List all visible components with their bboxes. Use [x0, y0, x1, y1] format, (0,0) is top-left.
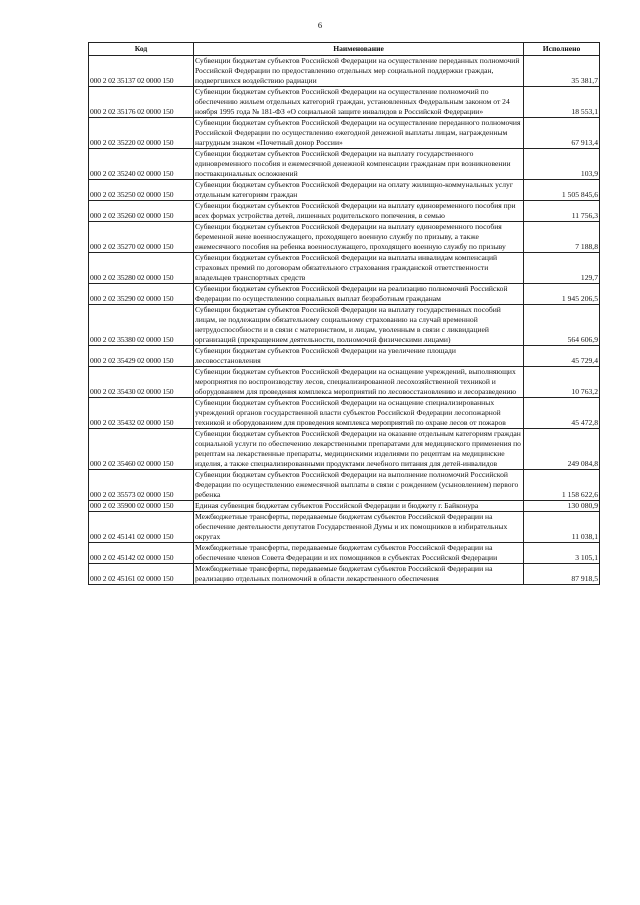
row-amount: 1 505 845,6	[524, 180, 600, 201]
row-code: 000 2 02 35240 02 0000 150	[89, 149, 194, 180]
row-code: 000 2 02 35430 02 0000 150	[89, 367, 194, 398]
row-code: 000 2 02 35270 02 0000 150	[89, 222, 194, 253]
row-amount: 67 913,4	[524, 118, 600, 149]
row-code: 000 2 02 45142 02 0000 150	[89, 543, 194, 564]
table-row	[89, 564, 600, 585]
table-row	[89, 222, 600, 253]
row-name: Субвенции бюджетам субъектов Российской Федерации на осуществление переданного полномочия Российской Федерации по осуществлению ежегодной денежной выплаты лицам, награжденным нагрудным знаком «Почетный донор России»	[194, 118, 524, 149]
row-amount: 45 729,4	[524, 346, 600, 367]
row-code: 000 2 02 35176 02 0000 150	[89, 87, 194, 118]
row-name: Субвенции бюджетам субъектов Российской Федерации на увеличение площади лесовосстановления	[194, 346, 524, 367]
row-name: Субвенции бюджетам субъектов Российской Федерации на выплату единовременного пособия беременной жене военнослужащего, проходящего военную службу по призыву, а также ежемесячного пособия на ребенка военнослужащего, проходящего военную службу по призыву	[194, 222, 524, 253]
row-amount: 130 080,9	[524, 501, 600, 512]
row-name: Субвенции бюджетам субъектов Российской Федерации на выплаты инвалидам компенсаций страховых премий по договорам обязательного страхования гражданской ответственности владельцев транспортных средств	[194, 253, 524, 284]
table-row	[89, 470, 600, 501]
table-row	[89, 305, 600, 346]
table-row	[89, 346, 600, 367]
page-number: 6	[317, 20, 323, 30]
row-code: 000 2 02 45161 02 0000 150	[89, 564, 194, 585]
row-name: Субвенции бюджетам субъектов Российской Федерации на оказание отдельным категориям граждан социальной услуги по обеспечению лекарственными препаратами для медицинского применения по рецептам на лекарственные препараты, медицинскими изделиями по рецептам на медицинские изделия, а также специализированными продуктами лечебного питания для детей-инвалидов	[194, 429, 524, 470]
row-name: Субвенции бюджетам субъектов Российской Федерации на выполнение полномочий Российской Федерации по осуществлению ежемесячной выплаты в связи с рождением (усыновлением) первого ребенка	[194, 470, 524, 501]
row-code: 000 2 02 35380 02 0000 150	[89, 305, 194, 346]
row-name: Субвенции бюджетам субъектов Российской Федерации на выплату государственных пособий лицам, не подлежащим обязательному социальному страхованию на случай временной нетрудоспособности и в связи с материнством, и лицам, уволенным в связи с ликвидацией организаций (прекращением деятельности, полномочий физическими лицами)	[194, 305, 524, 346]
table-row	[89, 429, 600, 470]
header-code: Код	[89, 43, 194, 56]
table-row	[89, 149, 600, 180]
row-amount: 7 188,8	[524, 222, 600, 253]
row-name: Межбюджетные трансферты, передаваемые бюджетам субъектов Российской Федерации на обеспечение деятельности депутатов Государственной Думы и их помощников в избирательных округах	[194, 512, 524, 543]
row-name: Субвенции бюджетам субъектов Российской Федерации на выплату государственного единовременного пособия и ежемесячной денежной компенсации гражданам при возникновении поствакцинальных осложнений	[194, 149, 524, 180]
row-name: Единая субвенция бюджетам субъектов Российской Федерации и бюджету г. Байконура	[194, 501, 524, 512]
table-row	[89, 118, 600, 149]
row-name: Межбюджетные трансферты, передаваемые бюджетам субъектов Российской Федерации на реализацию отдельных полномочий в области лекарственного обеспечения	[194, 564, 524, 585]
table-row	[89, 87, 600, 118]
row-amount: 11 756,3	[524, 201, 600, 222]
table-row	[89, 543, 600, 564]
header-executed: Исполнено	[524, 43, 600, 56]
row-name: Межбюджетные трансферты, передаваемые бюджетам субъектов Российской Федерации на обеспечение членов Совета Федерации и их помощников в субъектах Российской Федерации	[194, 543, 524, 564]
budget-table	[88, 42, 600, 585]
table-header-row	[89, 43, 600, 56]
table-row	[89, 501, 600, 512]
row-amount: 564 606,9	[524, 305, 600, 346]
row-code: 000 2 02 35290 02 0000 150	[89, 284, 194, 305]
row-amount: 103,9	[524, 149, 600, 180]
row-code: 000 2 02 35280 02 0000 150	[89, 253, 194, 284]
row-amount: 18 553,1	[524, 87, 600, 118]
row-amount: 45 472,8	[524, 398, 600, 429]
row-code: 000 2 02 35900 02 0000 150	[89, 501, 194, 512]
table-row	[89, 180, 600, 201]
row-amount: 129,7	[524, 253, 600, 284]
table-row	[89, 201, 600, 222]
row-amount: 87 918,5	[524, 564, 600, 585]
table-row	[89, 253, 600, 284]
row-code: 000 2 02 35429 02 0000 150	[89, 346, 194, 367]
table-row	[89, 56, 600, 87]
row-code: 000 2 02 35250 02 0000 150	[89, 180, 194, 201]
row-amount: 11 038,1	[524, 512, 600, 543]
row-code: 000 2 02 35137 02 0000 150	[89, 56, 194, 87]
row-code: 000 2 02 35220 02 0000 150	[89, 118, 194, 149]
row-name: Субвенции бюджетам субъектов Российской Федерации на выплату единовременного пособия при всех формах устройства детей, лишенных родительского попечения, в семью	[194, 201, 524, 222]
row-code: 000 2 02 45141 02 0000 150	[89, 512, 194, 543]
table-row	[89, 367, 600, 398]
row-name: Субвенции бюджетам субъектов Российской Федерации на оснащение учреждений, выполняющих мероприятия по воспроизводству лесов, специализированной лесохозяйственной техникой и оборудованием для проведения комплекса мероприятий по лесовосстановлению и лесоразведению	[194, 367, 524, 398]
row-code: 000 2 02 35432 02 0000 150	[89, 398, 194, 429]
row-name: Субвенции бюджетам субъектов Российской Федерации на осуществление переданных полномочий Российской Федерации по предоставлению отдельных мер социальной поддержки граждан, подвергшихся воздействию радиации	[194, 56, 524, 87]
table-row	[89, 398, 600, 429]
table-row	[89, 284, 600, 305]
row-code: 000 2 02 35260 02 0000 150	[89, 201, 194, 222]
row-amount: 1 158 622,6	[524, 470, 600, 501]
row-name: Субвенции бюджетам субъектов Российской Федерации на реализацию полномочий Российской Федерации по осуществлению социальных выплат безработным гражданам	[194, 284, 524, 305]
row-name: Субвенции бюджетам субъектов Российской Федерации на оплату жилищно-коммунальных услуг отдельным категориям граждан	[194, 180, 524, 201]
table-row	[89, 512, 600, 543]
row-amount: 249 084,8	[524, 429, 600, 470]
row-code: 000 2 02 35573 02 0000 150	[89, 470, 194, 501]
row-amount: 10 763,2	[524, 367, 600, 398]
row-code: 000 2 02 35460 02 0000 150	[89, 429, 194, 470]
header-name: Наименование	[194, 43, 524, 56]
row-name: Субвенции бюджетам субъектов Российской Федерации на осуществление полномочий по обеспечению жильем отдельных категорий граждан, установленных Федеральным законом от 24 ноября 1995 года № 181-ФЗ «О социальной защите инвалидов в Российской Федерации»	[194, 87, 524, 118]
row-amount: 35 381,7	[524, 56, 600, 87]
row-amount: 3 105,1	[524, 543, 600, 564]
row-name: Субвенции бюджетам субъектов Российской Федерации на оснащение специализированных учреждений органов государственной власти субъектов Российской Федерации лесопожарной техникой и оборудованием для проведения комплекса мероприятий по охране лесов от пожаров	[194, 398, 524, 429]
row-amount: 1 945 206,5	[524, 284, 600, 305]
